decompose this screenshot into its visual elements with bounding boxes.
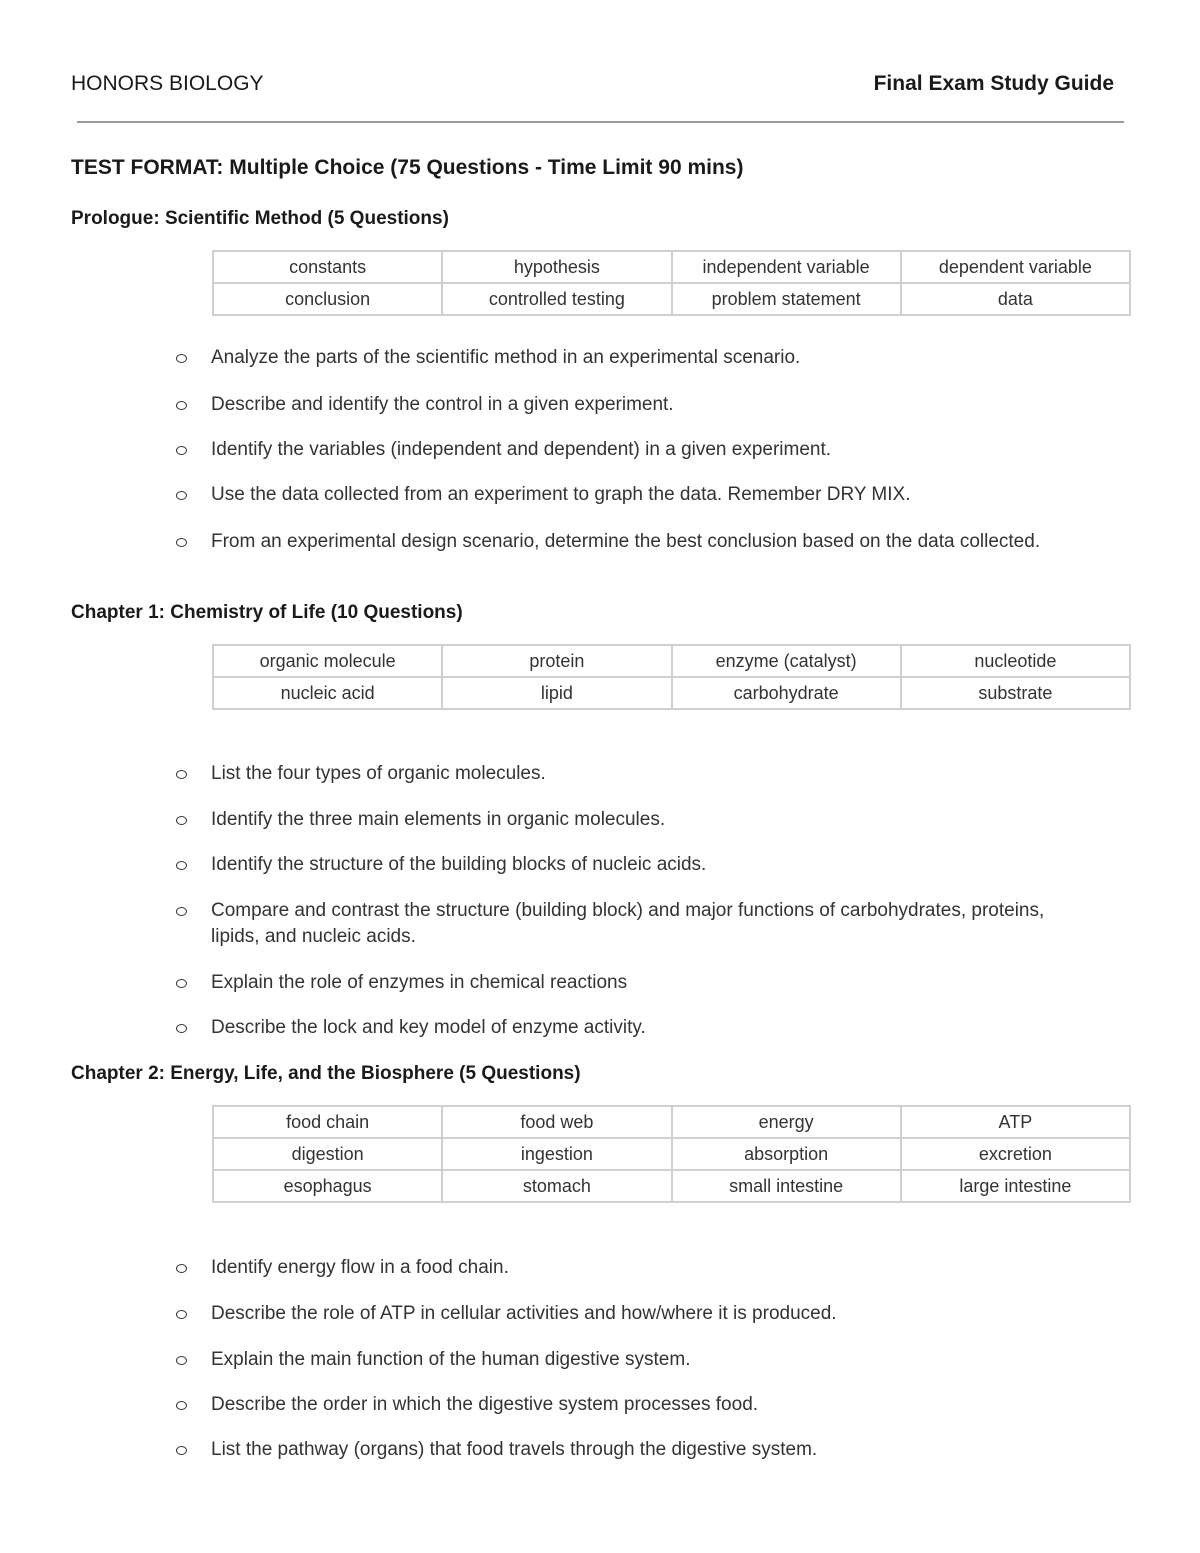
list-item — [176, 1015, 646, 1041]
objective-text: Describe the lock and key model of enzyme activity. — [211, 1017, 646, 1038]
objective-text: List the pathway (organs) that food travels through the digestive system. — [211, 1439, 818, 1460]
term-cell: dependent variable — [901, 251, 1130, 283]
term-cell: problem statement — [672, 283, 901, 315]
list-item — [176, 970, 627, 996]
objective-text: Explain the role of enzymes in chemical reactions — [211, 972, 628, 993]
section-title-prologue: Prologue: Scientific Method (5 Questions) — [71, 208, 449, 229]
objective-text: Describe the order in which the digestive system processes food. — [211, 1394, 759, 1415]
term-cell: carbohydrate — [672, 677, 901, 709]
list-item — [176, 898, 1091, 950]
term-cell: food chain — [213, 1106, 442, 1138]
term-cell: ingestion — [442, 1138, 671, 1170]
list-item — [176, 529, 1071, 555]
bullet-circle-icon — [176, 1356, 187, 1365]
objective-text: Compare and contrast the structure (building block) and major functions of carbohydrates, proteins, lipids, and nucleic acids. — [211, 900, 1045, 947]
term-cell: controlled testing — [442, 283, 671, 315]
bullet-circle-icon — [176, 1264, 187, 1273]
table-row — [213, 645, 1130, 677]
list-item — [176, 1437, 817, 1463]
objective-text: Identify the structure of the building blocks of nucleic acids. — [211, 854, 707, 875]
list-item — [176, 852, 706, 878]
terms-table-chapter-1 — [212, 644, 1131, 710]
term-cell: organic molecule — [213, 645, 442, 677]
bullet-circle-icon — [176, 491, 187, 500]
list-item — [176, 345, 800, 371]
bullet-circle-icon — [176, 538, 187, 547]
terms-table-prologue — [212, 250, 1131, 316]
term-cell: stomach — [442, 1170, 671, 1202]
bullet-circle-icon — [176, 907, 187, 916]
bullet-circle-icon — [176, 401, 187, 410]
test-format-heading: TEST FORMAT: Multiple Choice (75 Questions - Time Limit 90 mins) — [71, 156, 744, 179]
objective-text: From an experimental design scenario, determine the best conclusion based on the data collected. — [211, 531, 1041, 552]
objective-text: Identify the variables (independent and dependent) in a given experiment. — [211, 439, 832, 460]
term-cell: hypothesis — [442, 251, 671, 283]
table-row — [213, 251, 1130, 283]
term-cell: food web — [442, 1106, 671, 1138]
table-row — [213, 1106, 1130, 1138]
objective-text: Identify energy flow in a food chain. — [211, 1257, 509, 1278]
terms-table-chapter-2 — [212, 1105, 1131, 1203]
objective-text: List the four types of organic molecules. — [211, 763, 546, 784]
section-title-chapter-2: Chapter 2: Energy, Life, and the Biosphere (5 Questions) — [71, 1063, 581, 1084]
bullet-circle-icon — [176, 979, 187, 988]
list-item — [176, 1255, 509, 1281]
term-cell: digestion — [213, 1138, 442, 1170]
bullet-circle-icon — [176, 1446, 187, 1455]
table-row — [213, 283, 1130, 315]
bullet-circle-icon — [176, 1310, 187, 1319]
list-item — [176, 761, 546, 787]
list-item — [176, 482, 910, 508]
document-title: Final Exam Study Guide — [873, 72, 1114, 95]
term-cell: protein — [442, 645, 671, 677]
bullet-circle-icon — [176, 354, 187, 363]
objective-text: Use the data collected from an experiment to graph the data. Remember DRY MIX. — [211, 484, 911, 505]
list-item — [176, 807, 665, 833]
list-item — [176, 437, 831, 463]
objective-text: Identify the three main elements in organic molecules. — [211, 809, 666, 830]
term-cell: nucleic acid — [213, 677, 442, 709]
section-title-chapter-1: Chapter 1: Chemistry of Life (10 Questions) — [71, 602, 463, 623]
term-cell: energy — [672, 1106, 901, 1138]
term-cell: ATP — [901, 1106, 1130, 1138]
bullet-circle-icon — [176, 446, 187, 455]
term-cell: esophagus — [213, 1170, 442, 1202]
bullet-circle-icon — [176, 770, 187, 779]
objective-text: Describe and identify the control in a given experiment. — [211, 394, 674, 415]
list-item — [176, 1301, 837, 1327]
list-item — [176, 1347, 690, 1373]
bullet-circle-icon — [176, 1401, 187, 1410]
term-cell: independent variable — [672, 251, 901, 283]
term-cell: conclusion — [213, 283, 442, 315]
bullet-circle-icon — [176, 816, 187, 825]
term-cell: substrate — [901, 677, 1130, 709]
term-cell: lipid — [442, 677, 671, 709]
term-cell: small intestine — [672, 1170, 901, 1202]
term-cell: large intestine — [901, 1170, 1130, 1202]
term-cell: absorption — [672, 1138, 901, 1170]
table-row — [213, 1138, 1130, 1170]
list-item — [176, 392, 674, 418]
list-item — [176, 1392, 758, 1418]
term-cell: constants — [213, 251, 442, 283]
bullet-circle-icon — [176, 1024, 187, 1033]
term-cell: nucleotide — [901, 645, 1130, 677]
course-title: HONORS BIOLOGY — [71, 72, 264, 95]
term-cell: enzyme (catalyst) — [672, 645, 901, 677]
term-cell: excretion — [901, 1138, 1130, 1170]
term-cell: data — [901, 283, 1130, 315]
objective-text: Analyze the parts of the scientific method in an experimental scenario. — [211, 347, 801, 368]
objective-text: Explain the main function of the human digestive system. — [211, 1349, 691, 1370]
table-row — [213, 1170, 1130, 1202]
objective-text: Describe the role of ATP in cellular activities and how/where it is produced. — [211, 1303, 837, 1324]
header-divider — [77, 121, 1124, 123]
bullet-circle-icon — [176, 861, 187, 870]
table-row — [213, 677, 1130, 709]
